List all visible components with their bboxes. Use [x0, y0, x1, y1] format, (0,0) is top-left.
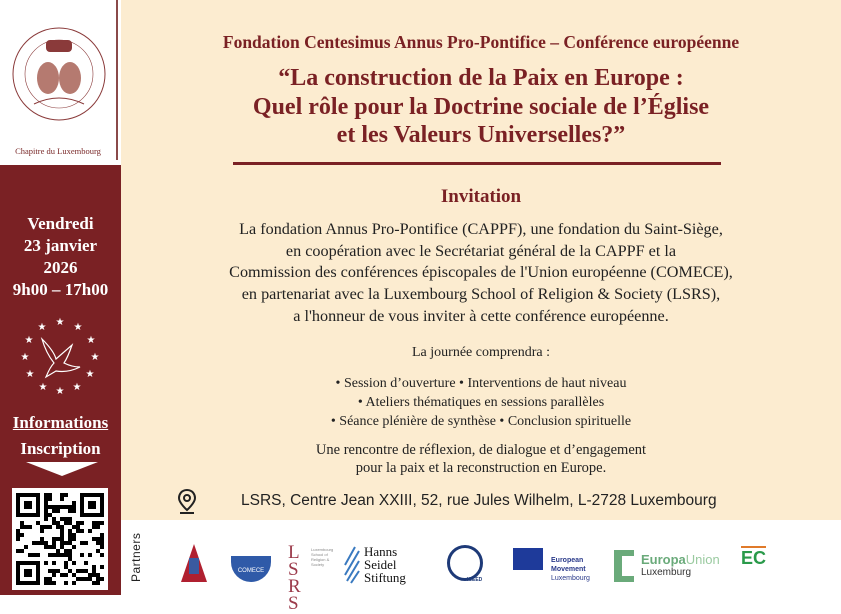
paragraph-line: en partenariat avec la Luxembourg School of Religion & Society (LSRS),: [241, 285, 721, 304]
program-intro: La journée comprendra :: [412, 345, 550, 360]
svg-text:★: ★: [73, 322, 83, 333]
emov-line: Luxembourg: [551, 575, 590, 582]
svg-text:★: ★: [72, 382, 82, 393]
program-item: • Session d’ouverture • Interventions de haut niveau: [335, 376, 627, 391]
event-date: [0, 213, 121, 301]
year: 2026: [43, 258, 78, 277]
svg-text:★: ★: [55, 386, 65, 395]
sidebar: [0, 165, 121, 595]
eu-lux: Luxemburg: [641, 567, 692, 578]
venue-address: LSRS, Centre Jean XXIII, 52, rue Jules Wilhelm, L-2728 Luxembourg: [241, 492, 717, 509]
svg-text:★: ★: [38, 382, 48, 393]
dove-stars-icon: [20, 315, 100, 395]
svg-text:★: ★: [55, 317, 65, 328]
chapter-label: Chapitre du Luxembourg: [15, 146, 101, 156]
invitation-paragraph: [121, 219, 841, 328]
iceed-text: ICEED: [467, 577, 483, 583]
paragraph-line: La fondation Annus Pro-Pontifice (CAPPF), une fondation du Saint-Siège,: [239, 220, 723, 238]
day: Vendredi: [27, 214, 94, 233]
paragraph-line: a l'honneur de vous inviter à cette conférence européenne.: [293, 306, 669, 325]
date: 23 janvier: [23, 236, 98, 255]
conference-title: [121, 64, 841, 150]
lsrs-logo: [288, 544, 308, 612]
title-line: et les Valeurs Universelles?”: [336, 122, 626, 148]
eu-bold: Europa: [641, 552, 686, 567]
paragraph-line: en coopération avec le Secrétariat général de la CAPPF et la: [285, 241, 677, 260]
lsrs-text: LSRS: [288, 542, 301, 614]
informations-link[interactable]: Informations: [12, 413, 109, 432]
partners-label: Partners: [129, 532, 143, 582]
logo-area: [0, 0, 118, 165]
emov-line: European: [551, 557, 584, 564]
invitation-heading: Invitation: [440, 186, 522, 207]
location-pin-icon: [177, 488, 197, 516]
ec-logo: [741, 548, 766, 569]
foundation-seal-logo: [10, 12, 108, 142]
hss-line: Stiftung: [364, 570, 406, 585]
europa-union-icon: [614, 550, 634, 582]
program-list: [121, 374, 841, 431]
program-item: • Séance plénière de synthèse • Conclusion spirituelle: [330, 414, 632, 429]
svg-text:★: ★: [20, 352, 30, 363]
eu-light: Union: [685, 552, 720, 567]
svg-text:★: ★: [24, 335, 34, 346]
svg-text:★: ★: [85, 369, 95, 380]
qr-code[interactable]: [12, 488, 108, 590]
paragraph-line: Commission des conférences épiscopales de l'Union européenne (COMECE),: [229, 263, 733, 282]
hanns-seidel-logo: [364, 545, 406, 584]
svg-text:★: ★: [86, 335, 96, 346]
partners-strip: [121, 520, 841, 614]
inscription-label: Inscription: [20, 439, 101, 458]
comece-logo: [231, 542, 271, 586]
title-line: “La construction de la Paix en Europe :: [278, 65, 684, 91]
ec-text: EC: [741, 548, 767, 568]
european-movement-logo: [551, 556, 590, 583]
divider: [116, 0, 118, 160]
svg-text:★: ★: [37, 322, 47, 333]
main-content: [121, 0, 841, 520]
hss-line: Hanns: [364, 544, 398, 559]
iceed-globe-logo: [447, 545, 483, 581]
title-rule: [233, 162, 721, 165]
lsrs-subtitle: Luxembourg School of Religion & Society: [311, 547, 334, 567]
hss-line: Seidel: [364, 557, 397, 572]
time: 9h00 – 17h00: [12, 280, 109, 299]
eu-flag-icon: [513, 548, 543, 570]
svg-text:★: ★: [90, 352, 100, 363]
hss-stripes-icon: [343, 545, 361, 585]
closing-line: Une rencontre de réflexion, de dialogue et d’engagement: [315, 442, 647, 458]
svg-text:★: ★: [25, 369, 35, 380]
europa-union-logo: [641, 552, 720, 578]
arrow-down-icon: [26, 462, 98, 476]
title-line: Quel rôle pour la Doctrine sociale de l’Église: [252, 93, 710, 120]
organizer-heading: Fondation Centesimus Annus Pro-Pontifice – Conférence européenne: [222, 32, 740, 52]
comece-text: COMECE: [231, 556, 271, 582]
cardinal-coat-of-arms-logo: [179, 542, 209, 586]
program-item: • Ateliers thématiques en sessions parallèles: [357, 395, 605, 410]
closing-text: [121, 441, 841, 477]
closing-line: pour la paix et la reconstruction en Europe.: [355, 460, 607, 476]
emov-line: Movement: [551, 566, 586, 573]
